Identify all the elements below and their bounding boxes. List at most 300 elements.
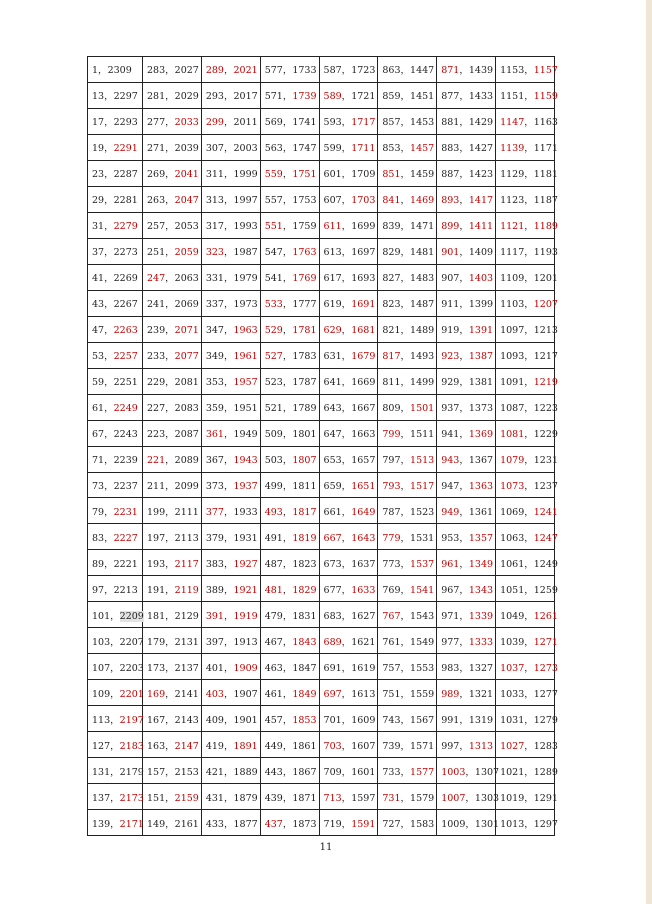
second-number: 1487 — [410, 299, 435, 311]
second-number: 1501 — [410, 403, 435, 415]
second-number: 1691 — [351, 299, 376, 311]
first-number: 1007 — [441, 792, 466, 804]
table-cell — [319, 212, 378, 238]
second-number: 1943 — [233, 455, 258, 467]
separator: ， — [282, 792, 293, 804]
table-cell — [319, 498, 378, 524]
table-cell — [88, 654, 143, 680]
second-number: 1313 — [468, 740, 494, 752]
second-number: 1901 — [233, 714, 258, 726]
second-number: 1537 — [410, 558, 435, 570]
first-number: 1123 — [500, 195, 525, 207]
first-number: 991 — [441, 714, 460, 726]
separator: ， — [223, 273, 234, 285]
second-number: 1381 — [468, 377, 494, 389]
first-number: 893 — [441, 195, 460, 207]
table-cell — [378, 706, 437, 732]
table-cell — [437, 82, 496, 108]
second-number: 2077 — [174, 351, 199, 363]
first-number: 863 — [382, 65, 401, 77]
separator: ， — [282, 714, 293, 726]
table-cell — [201, 706, 260, 732]
separator: ， — [165, 610, 175, 622]
separator: ， — [104, 273, 114, 285]
first-number: 191 — [147, 584, 166, 596]
separator: ， — [223, 169, 234, 181]
second-number: 1453 — [410, 117, 435, 129]
separator: ， — [524, 65, 534, 77]
second-number: 1733 — [292, 65, 317, 77]
table-cell — [378, 108, 437, 134]
table-cell — [378, 680, 437, 706]
second-number: 1741 — [292, 117, 317, 129]
table-cell — [378, 238, 437, 264]
table-cell — [378, 602, 437, 628]
first-number: 289 — [205, 65, 224, 77]
second-number: 1571 — [410, 740, 435, 752]
first-number: 673 — [323, 558, 342, 570]
second-number: 1357 — [468, 532, 494, 544]
table-cell — [88, 82, 143, 108]
first-number: 493 — [264, 506, 283, 518]
table-body — [88, 57, 558, 836]
table-cell — [201, 576, 260, 602]
second-number: 2119 — [174, 584, 199, 596]
second-number: 1627 — [351, 610, 376, 622]
second-number: 1163 — [533, 117, 558, 129]
second-number: 1609 — [351, 714, 376, 726]
second-number: 1831 — [292, 610, 317, 622]
separator: ， — [459, 740, 469, 752]
separator: ， — [341, 636, 352, 648]
first-number: 1073 — [500, 480, 525, 492]
table-cell — [201, 238, 260, 264]
table-cell — [437, 290, 496, 316]
table-cell — [201, 680, 260, 706]
first-number: 277 — [147, 117, 166, 129]
second-number: 1439 — [468, 65, 494, 77]
separator: ， — [341, 714, 352, 726]
table-cell — [319, 57, 378, 83]
table-cell — [496, 758, 558, 784]
separator: ， — [459, 688, 469, 700]
table-cell — [437, 57, 496, 83]
second-number: 1753 — [292, 195, 317, 207]
page-number: 11 — [319, 842, 333, 853]
second-number: 1979 — [233, 273, 258, 285]
first-number: 73 — [92, 480, 105, 492]
table-cell — [260, 472, 319, 498]
first-number: 37 — [92, 247, 105, 259]
first-number: 43 — [92, 299, 105, 311]
table-cell — [496, 290, 558, 316]
first-number: 569 — [264, 117, 283, 129]
second-number: 1789 — [292, 403, 317, 415]
second-number: 1909 — [233, 662, 258, 674]
second-number: 1777 — [292, 299, 317, 311]
second-number: 2281 — [113, 195, 138, 207]
second-number: 1889 — [233, 766, 258, 778]
separator: ， — [400, 792, 411, 804]
second-number: 1531 — [410, 532, 435, 544]
separator: ， — [524, 714, 534, 726]
separator: ， — [341, 195, 352, 207]
table-cell — [260, 368, 319, 394]
table-cell — [437, 342, 496, 368]
separator: ， — [400, 714, 411, 726]
table-cell — [260, 238, 319, 264]
first-number: 347 — [205, 325, 224, 337]
table-row — [88, 680, 555, 706]
first-number: 1049 — [500, 610, 525, 622]
first-number: 1051 — [500, 584, 525, 596]
first-number: 223 — [147, 429, 166, 441]
table-cell — [378, 160, 437, 186]
second-number: 1301 — [474, 818, 500, 830]
table-cell — [260, 264, 319, 290]
separator: ， — [341, 532, 352, 544]
table-cell — [143, 420, 202, 446]
first-number: 481 — [264, 584, 283, 596]
second-number: 1429 — [468, 117, 494, 129]
separator: ， — [524, 247, 534, 259]
separator: ， — [524, 688, 534, 700]
separator: ， — [524, 480, 534, 492]
separator: ， — [98, 65, 108, 77]
table-cell — [88, 680, 143, 706]
table-row — [88, 368, 555, 394]
separator: ， — [524, 584, 534, 596]
table-cell — [88, 810, 143, 836]
second-number: 1451 — [410, 91, 435, 103]
first-number: 709 — [323, 766, 342, 778]
table-cell — [319, 680, 378, 706]
first-number: 131 — [92, 766, 111, 778]
separator: ， — [110, 740, 120, 752]
separator: ， — [341, 351, 352, 363]
separator: ， — [341, 325, 352, 337]
table-cell — [496, 57, 558, 83]
first-number: 937 — [441, 403, 460, 415]
table-cell — [437, 680, 496, 706]
table-cell — [496, 212, 558, 238]
table-cell — [378, 134, 437, 160]
second-number: 1559 — [410, 688, 435, 700]
separator: ， — [282, 221, 293, 233]
separator: ， — [165, 818, 175, 830]
separator: ， — [165, 714, 175, 726]
table-cell — [496, 810, 558, 836]
separator: ， — [524, 558, 534, 570]
separator: ， — [459, 65, 469, 77]
second-number: 2213 — [113, 584, 138, 596]
separator: ， — [341, 221, 352, 233]
first-number: 811 — [382, 377, 401, 389]
second-number: 1361 — [468, 506, 494, 518]
separator: ， — [524, 91, 534, 103]
table-cell — [143, 576, 202, 602]
first-number: 353 — [205, 377, 224, 389]
separator: ， — [165, 247, 175, 259]
first-number: 839 — [382, 221, 401, 233]
second-number: 2111 — [174, 506, 199, 518]
second-number: 1363 — [468, 480, 494, 492]
table-cell — [319, 160, 378, 186]
separator: ， — [165, 117, 175, 129]
first-number: 829 — [382, 247, 401, 259]
first-number: 587 — [323, 65, 342, 77]
second-number: 2197 — [119, 714, 144, 726]
second-number: 1891 — [233, 740, 258, 752]
table-cell — [437, 394, 496, 420]
table-cell — [260, 680, 319, 706]
first-number: 547 — [264, 247, 283, 259]
table-cell — [378, 82, 437, 108]
first-number: 683 — [323, 610, 342, 622]
separator: ， — [524, 610, 534, 622]
second-number: 2231 — [113, 506, 138, 518]
table-cell — [260, 394, 319, 420]
first-number: 101 — [92, 610, 111, 622]
first-number: 731 — [382, 792, 401, 804]
table-cell — [260, 57, 319, 83]
first-number: 173 — [147, 662, 166, 674]
first-number: 841 — [382, 195, 401, 207]
first-number: 733 — [382, 766, 401, 778]
first-number: 349 — [205, 351, 224, 363]
separator: ， — [165, 65, 175, 77]
second-number: 1277 — [533, 688, 558, 700]
table-cell — [143, 472, 202, 498]
table-row — [88, 758, 555, 784]
table-cell — [437, 758, 500, 784]
table-cell — [88, 758, 143, 784]
first-number: 871 — [441, 65, 460, 77]
separator: ， — [282, 610, 293, 622]
first-number: 337 — [205, 299, 224, 311]
second-number: 2237 — [113, 480, 138, 492]
separator: ， — [459, 273, 469, 285]
first-number: 611 — [323, 221, 342, 233]
second-number: 1993 — [233, 221, 258, 233]
separator: ， — [524, 351, 534, 363]
first-number: 487 — [264, 558, 283, 570]
second-number: 2027 — [174, 65, 199, 77]
second-number: 1801 — [292, 429, 317, 441]
second-number: 1963 — [233, 325, 258, 337]
separator: ， — [282, 195, 293, 207]
table-cell — [496, 550, 558, 576]
separator: ， — [459, 325, 469, 337]
separator: ， — [223, 325, 234, 337]
table-cell — [260, 524, 319, 550]
first-number: 761 — [382, 636, 401, 648]
table-cell — [319, 654, 378, 680]
table-cell — [437, 264, 496, 290]
separator: ， — [341, 480, 352, 492]
separator: ， — [104, 377, 114, 389]
table-cell — [378, 810, 437, 836]
first-number: 89 — [92, 558, 105, 570]
second-number: 1577 — [410, 766, 435, 778]
first-number: 503 — [264, 455, 283, 467]
table-cell — [437, 368, 496, 394]
table-cell — [437, 784, 500, 810]
table-cell — [88, 706, 143, 732]
first-number: 631 — [323, 351, 342, 363]
separator: ， — [282, 480, 293, 492]
second-number: 1933 — [233, 506, 258, 518]
first-number: 743 — [382, 714, 401, 726]
table-row — [88, 186, 555, 212]
second-number: 1787 — [292, 377, 317, 389]
second-number: 1189 — [533, 221, 558, 233]
second-number: 1187 — [533, 195, 558, 207]
second-number: 1949 — [233, 429, 258, 441]
separator: ， — [459, 169, 469, 181]
second-number: 2033 — [174, 117, 199, 129]
page-edge-strip — [646, 0, 652, 904]
second-number: 1637 — [351, 558, 376, 570]
first-number: 1037 — [500, 662, 525, 674]
second-number: 1769 — [292, 273, 317, 285]
first-number: 703 — [323, 740, 342, 752]
separator: ， — [400, 662, 411, 674]
second-number: 1391 — [468, 325, 494, 337]
second-number: 2249 — [113, 403, 138, 415]
second-number: 1271 — [533, 636, 558, 648]
separator: ， — [341, 792, 352, 804]
first-number: 491 — [264, 532, 283, 544]
second-number: 1321 — [468, 688, 494, 700]
table-cell — [378, 524, 437, 550]
separator: ， — [524, 325, 534, 337]
first-number: 773 — [382, 558, 401, 570]
first-number: 1153 — [500, 65, 525, 77]
second-number: 2291 — [113, 143, 138, 155]
separator: ， — [110, 610, 120, 622]
second-number: 1937 — [233, 480, 258, 492]
table-cell — [319, 602, 378, 628]
second-number: 2159 — [174, 792, 199, 804]
table-cell — [143, 134, 202, 160]
separator: ， — [282, 636, 293, 648]
separator: ， — [400, 688, 411, 700]
table-cell — [319, 550, 378, 576]
separator: ， — [400, 766, 411, 778]
separator: ， — [459, 610, 469, 622]
separator: ， — [341, 169, 352, 181]
second-number: 2263 — [113, 325, 138, 337]
table-cell — [378, 264, 437, 290]
second-number: 1249 — [533, 558, 558, 570]
table-cell — [143, 186, 202, 212]
separator: ， — [104, 455, 114, 467]
second-number: 1291 — [533, 792, 558, 804]
first-number: 439 — [264, 792, 283, 804]
separator: ， — [104, 351, 114, 363]
separator: ， — [104, 506, 114, 518]
separator: ， — [104, 532, 114, 544]
second-number: 2293 — [113, 117, 138, 129]
table-cell — [201, 420, 260, 446]
second-number: 2081 — [174, 377, 199, 389]
separator: ， — [165, 169, 175, 181]
separator: ， — [400, 143, 411, 155]
second-number: 1703 — [351, 195, 376, 207]
separator: ， — [282, 818, 293, 830]
second-number: 1513 — [410, 455, 435, 467]
first-number: 211 — [147, 480, 166, 492]
second-number: 1219 — [533, 377, 558, 389]
table-cell — [201, 160, 260, 186]
separator: ， — [400, 273, 411, 285]
first-number: 127 — [92, 740, 111, 752]
second-number: 2011 — [233, 117, 258, 129]
table-cell — [201, 550, 260, 576]
table-cell — [496, 576, 558, 602]
first-number: 383 — [205, 558, 224, 570]
second-number: 1657 — [351, 455, 376, 467]
separator: ， — [459, 377, 469, 389]
second-number: 1201 — [533, 273, 558, 285]
second-number: 2131 — [174, 636, 199, 648]
second-number: 2029 — [174, 91, 199, 103]
table-cell — [319, 576, 378, 602]
second-number: 2053 — [174, 221, 199, 233]
second-number: 1349 — [468, 558, 494, 570]
table-row — [88, 498, 555, 524]
table-cell — [88, 576, 143, 602]
second-number: 1327 — [468, 662, 494, 674]
table-cell — [319, 108, 378, 134]
table-cell — [260, 550, 319, 576]
first-number: 821 — [382, 325, 401, 337]
second-number: 1829 — [292, 584, 317, 596]
first-number: 577 — [264, 65, 283, 77]
separator: ， — [282, 558, 293, 570]
separator: ， — [400, 818, 411, 830]
separator: ， — [223, 429, 234, 441]
separator: ， — [110, 662, 120, 674]
separator: ， — [165, 429, 175, 441]
separator: ， — [282, 766, 293, 778]
separator: ， — [223, 377, 234, 389]
first-number: 1061 — [500, 558, 525, 570]
table-cell — [201, 186, 260, 212]
first-number: 529 — [264, 325, 283, 337]
separator: ， — [282, 325, 293, 337]
table-cell — [378, 316, 437, 342]
first-number: 527 — [264, 351, 283, 363]
table-cell — [88, 498, 143, 524]
separator: ， — [341, 143, 352, 155]
first-number: 323 — [205, 247, 224, 259]
separator: ， — [223, 247, 234, 259]
first-number: 361 — [205, 429, 224, 441]
table-cell — [319, 82, 378, 108]
table-cell — [496, 186, 558, 212]
table-cell — [88, 446, 143, 472]
table-cell — [437, 706, 496, 732]
second-number: 1279 — [533, 714, 558, 726]
second-number: 2069 — [174, 299, 199, 311]
table-cell — [496, 238, 558, 264]
separator: ， — [223, 91, 234, 103]
first-number: 137 — [92, 792, 111, 804]
second-number: 2059 — [174, 247, 199, 259]
second-number: 1387 — [468, 351, 494, 363]
